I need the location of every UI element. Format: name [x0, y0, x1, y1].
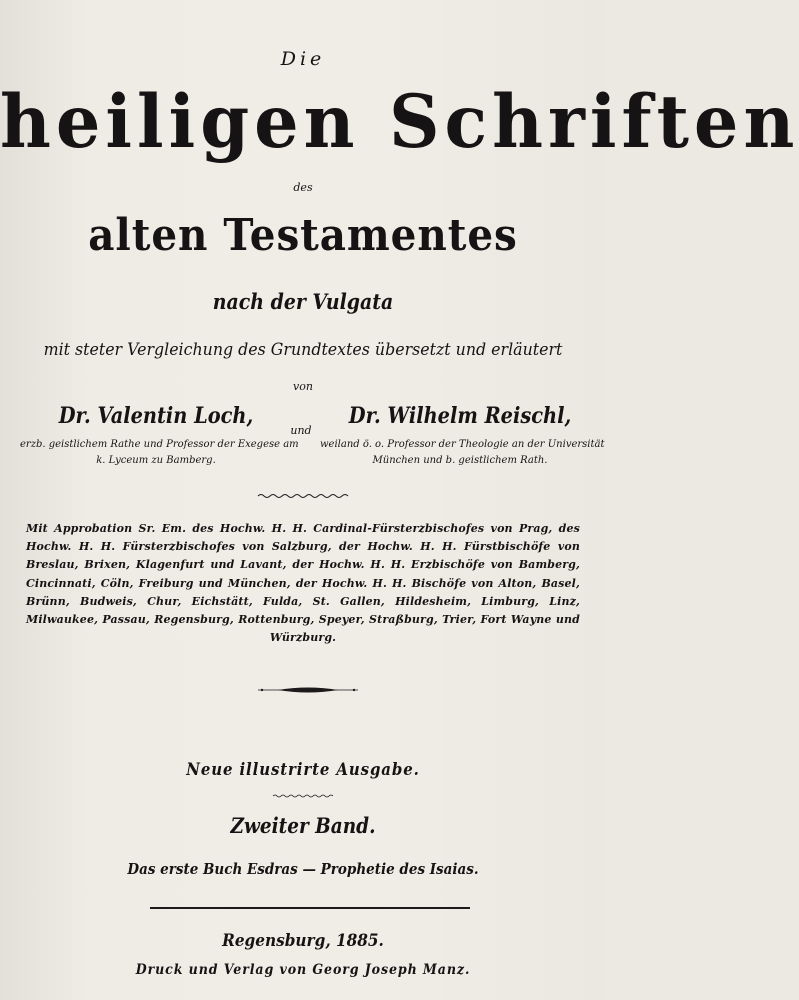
contents-line: Das erste Buch Esdras — Prophetie des Isaias.	[127, 860, 479, 878]
author-left-desc-2: k. Lyceum zu Bamberg.	[96, 455, 216, 466]
article-des: des	[293, 181, 313, 194]
approbation-text: Mit Approbation Sr. Em. des Hochw. H. H. Cardinal-Fürsterzbischofes von Prag, des Hochw. H. H. Fürsterzbischofes von Salzburg, der Hochw. H. H. Fürstbischöfe von Breslau, Brixen, Klagenfurt und Lavant, der Hochw. H. H. Erzbischöfe von Bamberg, Cincinnati, Cöln, Freiburg und München, der Hochw. H. H. Bischöfe von Alton, Basel, Brünn, Budweis, Chur, Eichstätt, Fulda, St. Gallen, Hildesheim, Limburg, Linz, Milwaukee, Passau, Regensburg, Rottenburg, Speyer, Straßburg, Trier, Fort Wayne und Würzburg.	[26, 522, 580, 645]
author-right-name: Dr. Wilhelm Reischl,	[348, 403, 572, 429]
vulgata-line: nach der Vulgata	[212, 289, 394, 314]
imprint-publisher: Druck und Verlag von Georg Joseph Manz.	[135, 962, 471, 978]
author-left-desc-1: erzb. geistlichem Rathe und Professor der Exegese am	[20, 439, 299, 450]
horizontal-rule	[150, 907, 470, 909]
article-die: Die	[280, 48, 326, 70]
author-left	[20, 403, 299, 469]
sub-title: alten Testamentes	[88, 210, 518, 261]
imprint-place-year: Regensburg, 1885.	[222, 931, 384, 951]
by-line: von	[293, 380, 313, 393]
ornament-divider-icon	[258, 686, 358, 694]
author-right	[320, 403, 605, 469]
small-wavy-divider-icon	[273, 794, 333, 798]
main-title: heiligen Schriften	[0, 77, 799, 166]
translation-note: mit steter Vergleichung des Grundtextes übersetzt und erläutert	[43, 340, 563, 360]
edition-line: Neue illustrirte Ausgabe.	[186, 760, 420, 780]
author-left-name: Dr. Valentin Loch,	[58, 403, 254, 429]
and-word: und	[290, 424, 312, 437]
author-right-desc-2: München und b. geistlichem Rath.	[372, 455, 548, 466]
volume-line: Zweiter Band.	[230, 813, 376, 838]
wavy-divider-icon	[258, 493, 348, 499]
author-right-desc-1: weiland ö. o. Professor der Theologie an der Universität	[320, 439, 605, 450]
